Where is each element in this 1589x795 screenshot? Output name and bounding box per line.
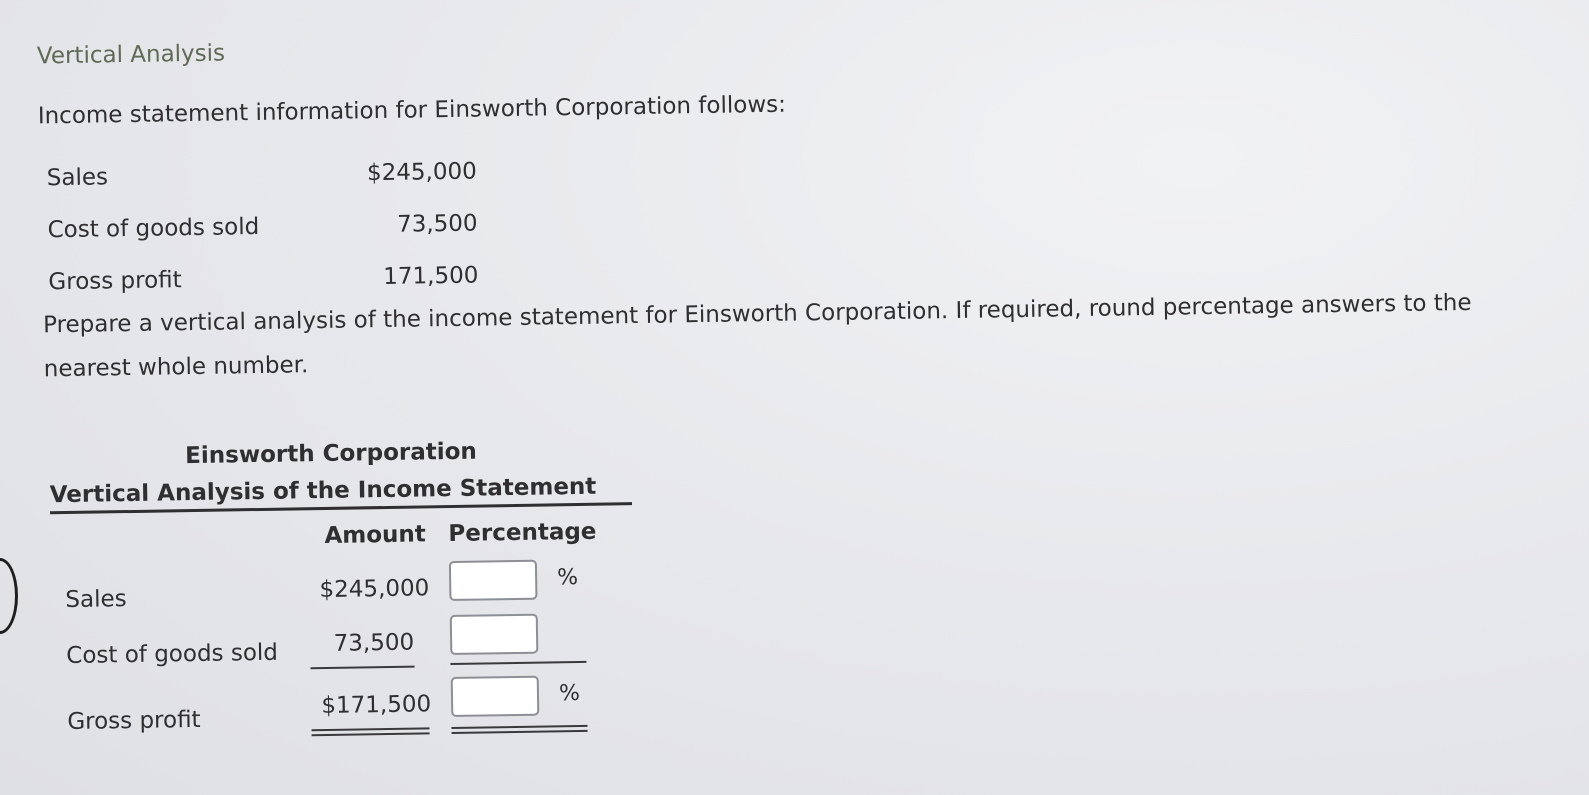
percentage-input-gross-profit[interactable] (451, 676, 540, 717)
percent-symbol: % (556, 564, 579, 591)
intro-text: Income statement information for Einsworth Corporation follows: (37, 91, 787, 130)
statement-company-name: Einsworth Corporation (184, 438, 477, 470)
subtotal-rule-amount (311, 666, 415, 670)
given-row-sales (47, 159, 477, 198)
percent-symbol: % (558, 680, 581, 707)
row-label-sales: Sales (65, 586, 127, 614)
given-row-gross-profit (48, 263, 478, 302)
statement-title: Vertical Analysis of the Income Statement (50, 473, 632, 514)
given-label: Cost of goods sold (47, 213, 260, 244)
subtotal-rule-percentage (450, 661, 586, 665)
percentage-column-header: Percentage (448, 518, 597, 548)
instructions-text: Prepare a vertical analysis of the income statement for Einsworth Corporation. If required, round percentage answers to the nearest whole number. (42, 289, 1472, 383)
problem-title: Vertical Analysis (36, 40, 226, 70)
given-label: Sales (46, 164, 109, 192)
given-value: 171,500 (383, 262, 479, 291)
percentage-input-sales[interactable] (449, 560, 538, 601)
given-label: Gross profit (48, 267, 182, 296)
given-value: $245,000 (366, 158, 477, 187)
row-label-cogs: Cost of goods sold (66, 639, 279, 670)
percentage-input-cogs[interactable] (450, 614, 539, 655)
total-double-rule-percentage (451, 725, 587, 734)
given-value: 73,500 (396, 210, 478, 238)
row-label-gross-profit: Gross profit (67, 706, 201, 736)
amount-gross-profit: $171,500 (321, 691, 432, 720)
amount-sales: $245,000 (319, 575, 430, 604)
given-row-cogs (47, 211, 477, 250)
amount-cogs: 73,500 (333, 629, 415, 657)
amount-column-header: Amount (324, 521, 426, 549)
total-double-rule-amount (311, 727, 429, 736)
